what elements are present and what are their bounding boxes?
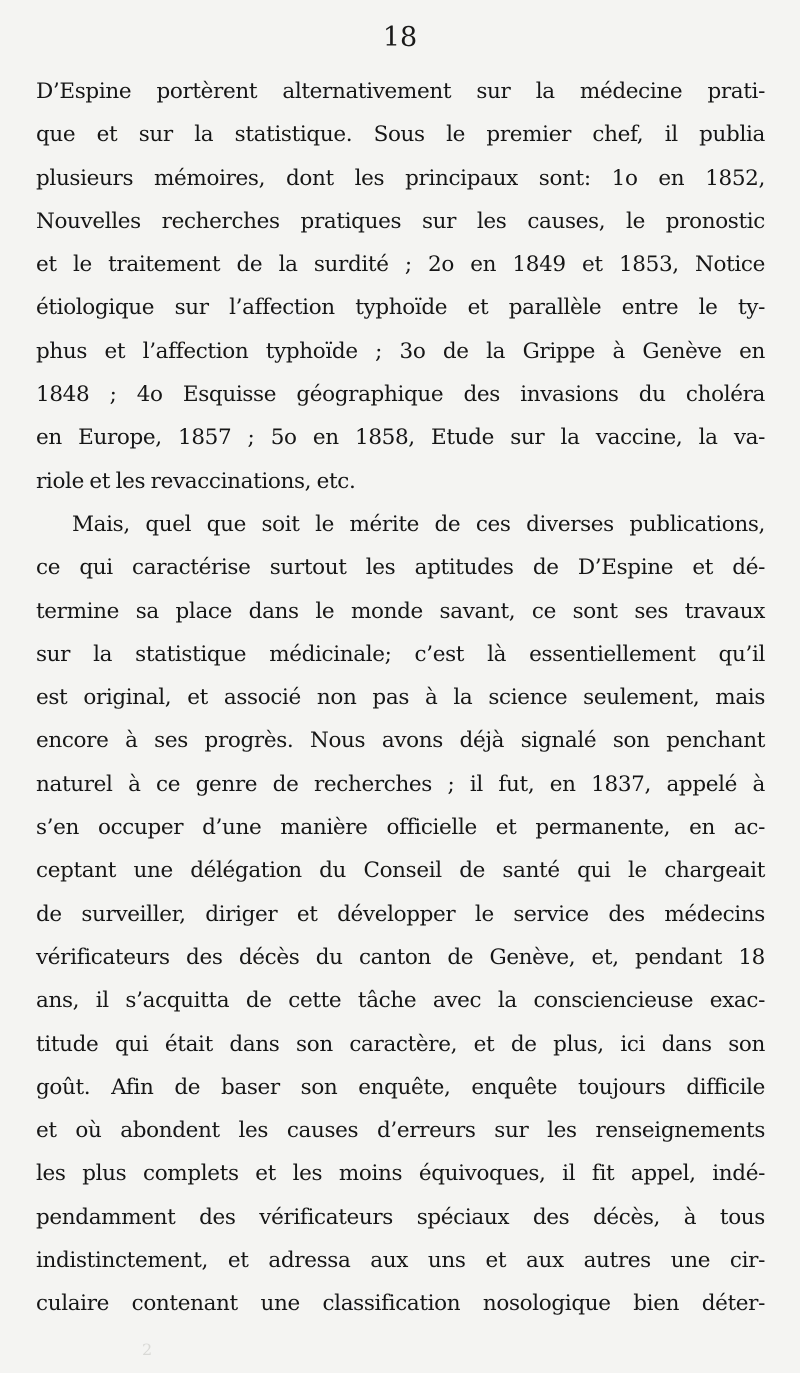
text-line: que et sur la statistique. Sous le premier chef, il publia <box>36 122 765 148</box>
text-line: Nouvelles recherches pratiques sur les causes, le pronostic <box>36 208 765 234</box>
text-line: Mais, quel que soit le mérite de ces diverses publications, <box>72 511 765 537</box>
text-line: naturel à ce genre de recherches ; il fut, en 1837, appelé à <box>36 771 765 797</box>
faint-page-mark: 2 <box>142 1340 153 1359</box>
text-line: et le traitement de la surdité ; 2o en 1849 et 1853, Notice <box>36 252 765 278</box>
text-line: plusieurs mémoires, dont les principaux sont: 1o en 1852, <box>36 165 765 191</box>
text-line: goût. Afin de baser son enquête, enquête toujours difficile <box>36 1074 765 1100</box>
text-line: ce qui caractérise surtout les aptitudes de D’Espine et dé- <box>36 555 765 581</box>
text-line: étiologique sur l’affection typhoïde et parallèle entre le ty- <box>36 295 765 321</box>
text-line: les plus complets et les moins équivoques, il fit appel, indé- <box>36 1161 765 1187</box>
text-line: vérificateurs des décès du canton de Genève, et, pendant 18 <box>36 944 765 970</box>
page-number: 18 <box>382 22 418 53</box>
text-line: s’en occuper d’une manière officielle et permanente, en ac- <box>36 815 765 841</box>
text-line: de surveiller, diriger et développer le service des médecins <box>36 901 765 927</box>
text-line: ans, il s’acquitta de cette tâche avec la consciencieuse exac- <box>36 988 765 1014</box>
text-line: est original, et associé non pas à la science seulement, mais <box>36 685 765 711</box>
text-line: en Europe, 1857 ; 5o en 1858, Etude sur la vaccine, la va- <box>36 425 765 451</box>
text-line: phus et l’affection typhoïde ; 3o de la Grippe à Genève en <box>36 338 765 364</box>
text-line: titude qui était dans son caractère, et de plus, ici dans son <box>36 1031 765 1057</box>
text-line: culaire contenant une classification nosologique bien déter- <box>36 1291 765 1317</box>
body-text <box>36 70 765 1326</box>
paragraph-2 <box>36 503 765 1326</box>
text-line: 1848 ; 4o Esquisse géographique des invasions du choléra <box>36 382 765 408</box>
text-line: riole et les revaccinations, etc. <box>36 468 356 494</box>
text-line: indistinctement, et adressa aux uns et aux autres une cir- <box>36 1248 765 1274</box>
text-line: pendamment des vérificateurs spéciaux des décès, à tous <box>36 1204 765 1230</box>
paragraph-1 <box>36 70 765 503</box>
text-line: et où abondent les causes d’erreurs sur les renseignements <box>36 1118 765 1144</box>
text-line: D’Espine portèrent alternativement sur la médecine prati- <box>36 79 765 104</box>
text-line: encore à ses progrès. Nous avons déjà signalé son penchant <box>36 728 765 754</box>
text-line: termine sa place dans le monde savant, ce sont ses travaux <box>36 598 765 624</box>
text-line: ceptant une délégation du Conseil de santé qui le chargeait <box>36 858 765 884</box>
text-line: sur la statistique médicinale; c’est là essentiellement qu’il <box>36 641 765 667</box>
